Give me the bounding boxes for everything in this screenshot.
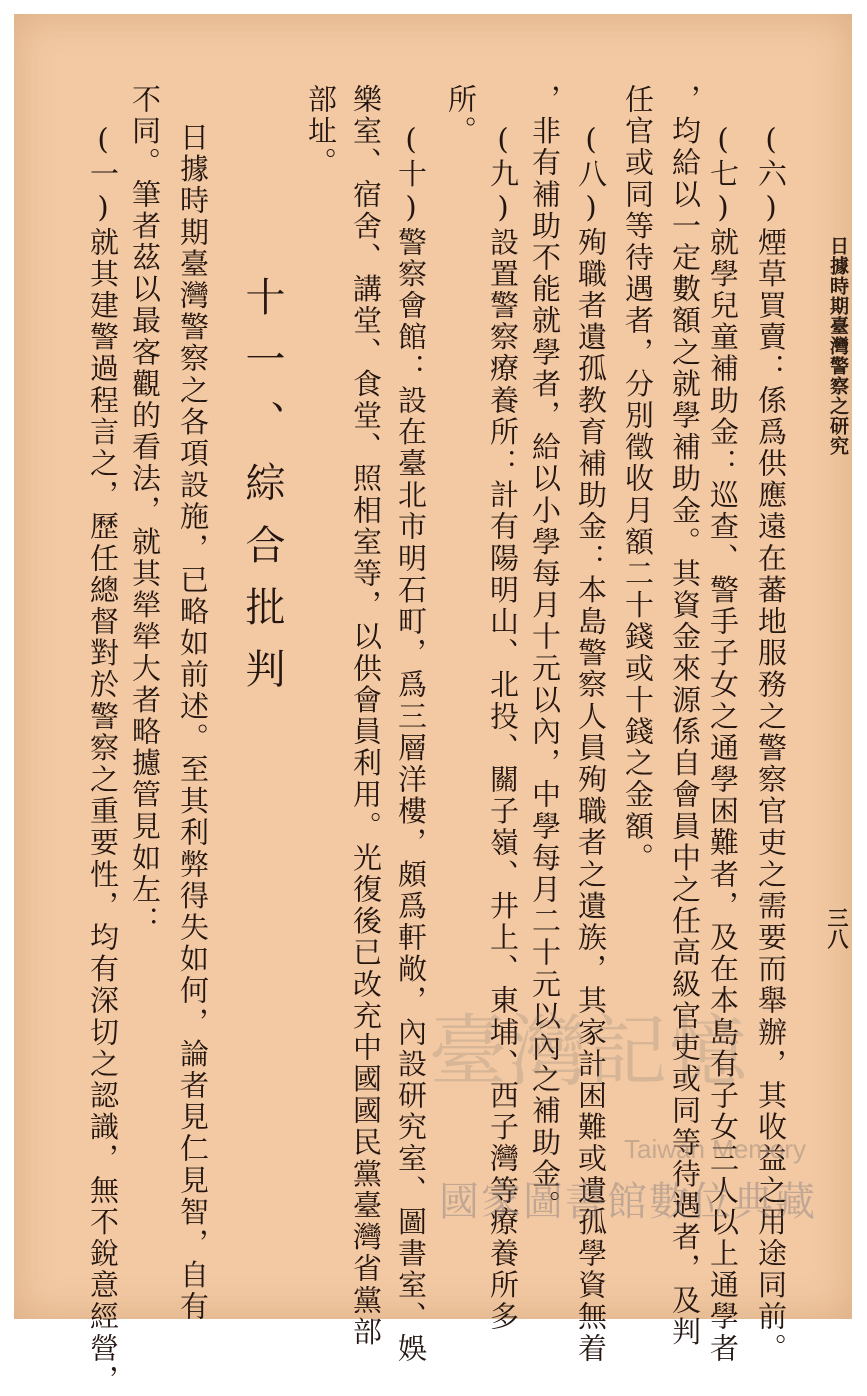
book-page xyxy=(14,14,852,1396)
text-column-6: ，非有補助不能就學者，給以小學每月十元以內，中學每月二十元以內之補助金。 xyxy=(528,84,562,1222)
text-column-9: (十)警察會館：設在臺北市明石町，爲三層洋樓，頗爲軒敞，內設研究室、圖書室、娛 xyxy=(394,122,428,1365)
text-column-2: (七)就學兒童補助金：巡查、警手子女之通學困難者，及在本島有子女三人以上通學者 xyxy=(706,122,740,1365)
text-column-3: ，均給以一定數額之就學補助金。其資金來源係自會員中之任高級官吏或同等待遇者，及判 xyxy=(668,84,702,1348)
text-column-7: (九)設置警察療養所：計有陽明山、北投、關子嶺、井上、東埔、西子灣等療養所多 xyxy=(486,122,520,1333)
taiwan-memory-logo: 臺灣記憶 xyxy=(429,1007,750,1097)
section-text-column-1: 日據時期臺灣警察之各項設施，已略如前述。至其利弊得失如何，論者見仁見智，自有 xyxy=(176,122,210,1323)
text-column-10: 樂室、宿舍、講堂、食堂、照相室等，以供會員利用。光復後已改充中國國民黨臺灣省黨部 xyxy=(349,84,383,1348)
text-column-1: (六)煙草買賣：係爲供應遠在蕃地服務之警察官吏之需要而舉辦，其收益之用途同前。 xyxy=(754,122,788,1365)
page-number: 三八 xyxy=(825,907,850,949)
section-heading: 十一、綜合批判 xyxy=(239,276,285,710)
watermark-institution: 國家圖書館數位典藏 xyxy=(439,1179,817,1225)
watermark-english: Taiwan Memory xyxy=(624,1134,807,1164)
text-column-4: 任官或同等待遇者，分別徵收月額二十錢或十錢之金額。 xyxy=(621,84,655,874)
section-text-column-2: 不同。筆者茲以最客觀的看法，就其犖犖大者略攄管見如左： xyxy=(128,84,162,938)
text-column-5: (八)殉職者遺孤教育補助金：本島警察人員殉職者之遺族，其家計困難或遺孤學資無着 xyxy=(574,122,608,1365)
running-header-title: 日據時期臺灣警察之研究 xyxy=(827,236,849,456)
text-column-11: 部址。 xyxy=(304,84,338,179)
text-column-8: 所。 xyxy=(444,84,478,148)
section-text-column-3: (一)就其建警過程言之，歷任總督對於警察之重要性，均有深切之認識，無不銳意經營， xyxy=(86,122,120,1396)
